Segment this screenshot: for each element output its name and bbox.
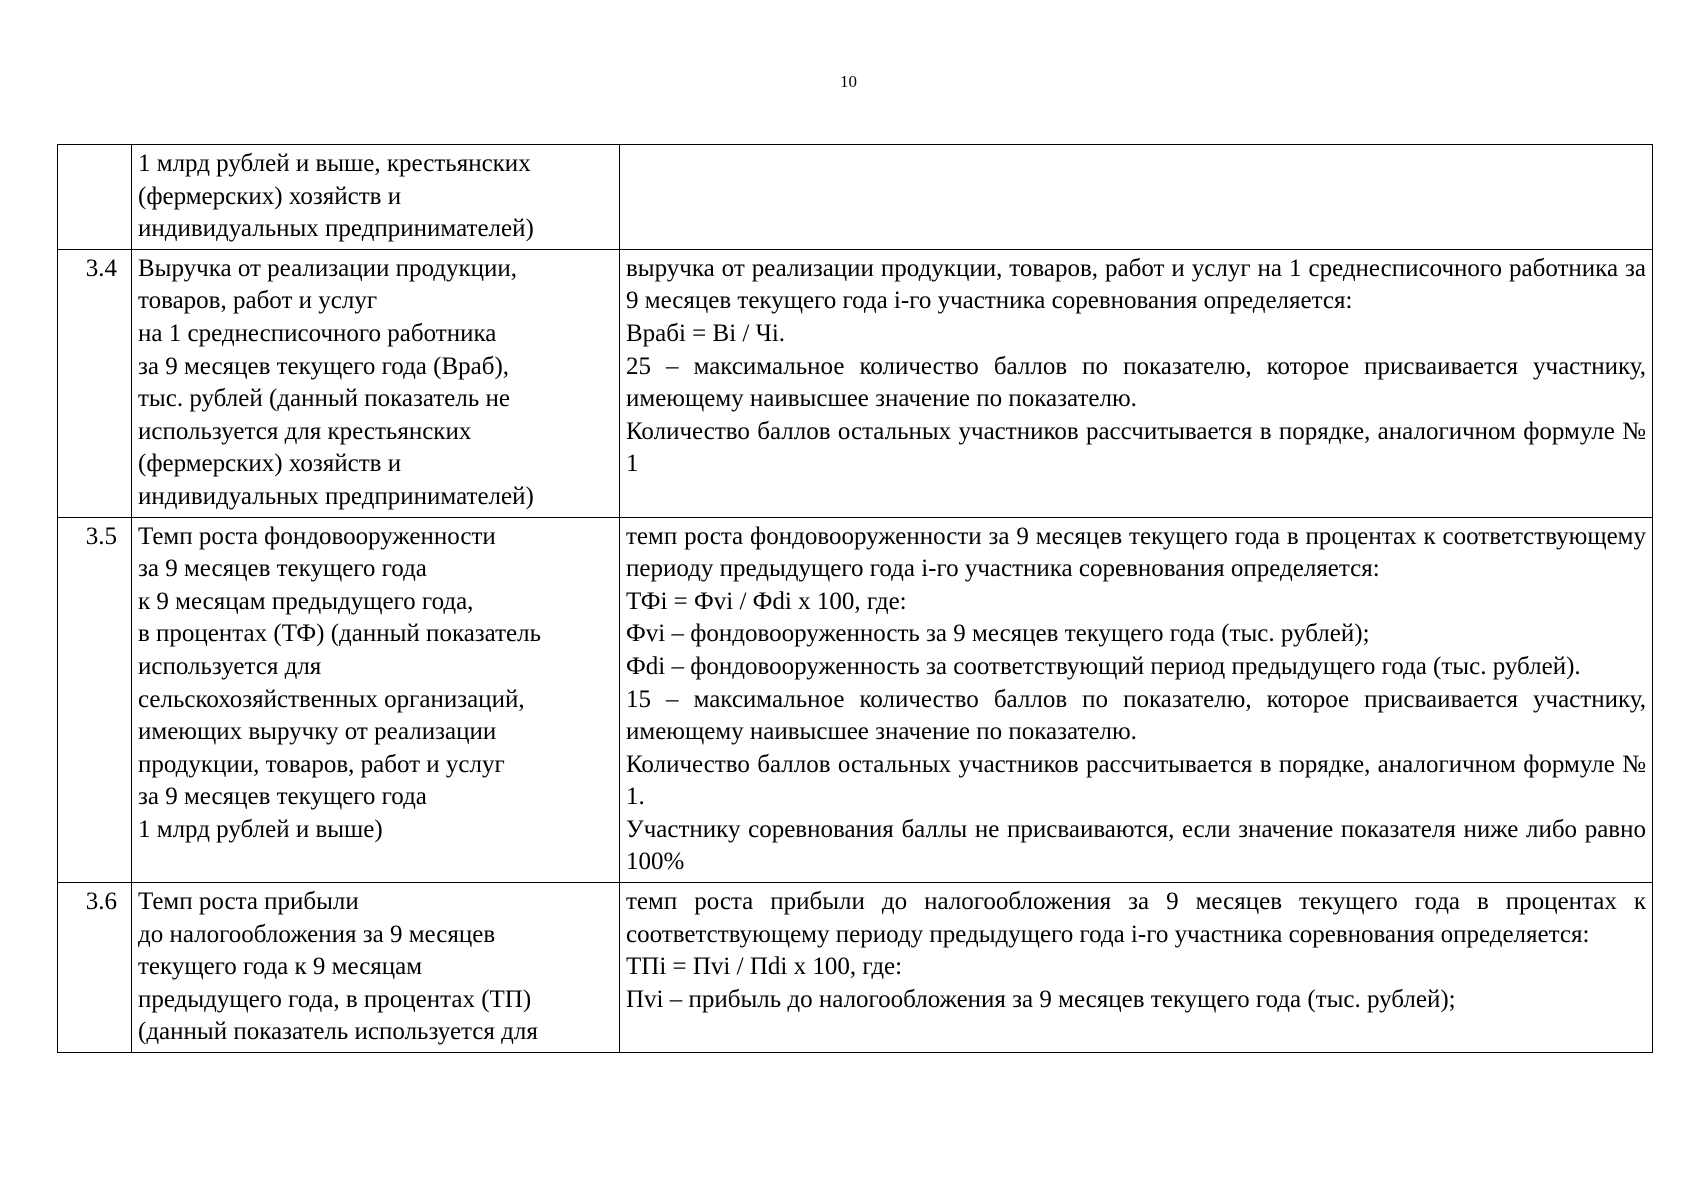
row-number-cell: 3.5 xyxy=(58,517,132,883)
description-paragraph: Участнику соревнования баллы не присваиваются, если значение показателя ниже либо равно 100% xyxy=(626,815,1646,876)
criteria-table-body xyxy=(58,145,1653,1053)
indicator-line: (фермерских) хозяйств и xyxy=(138,182,402,210)
indicator-line: за 9 месяцев текущего года xyxy=(138,555,427,583)
indicator-line: 1 млрд рублей и выше) xyxy=(138,815,383,843)
criteria-table xyxy=(57,144,1653,1053)
indicator-line: в процентах (ТФ) (данный показатель xyxy=(138,620,542,648)
indicator-line: индивидуальных предпринимателей) xyxy=(138,482,534,510)
table-row xyxy=(58,517,1653,883)
description-paragraph: ТФi = Фvi / Фdi х 100, где: xyxy=(626,587,907,615)
description-cell xyxy=(620,145,1653,250)
indicator-cell xyxy=(132,883,620,1053)
description-paragraph: Фvi – фондовооруженность за 9 месяцев текущего года (тыс. рублей); xyxy=(626,620,1370,648)
indicator-line: имеющих выручку от реализации xyxy=(138,718,497,746)
row-number-cell xyxy=(58,145,132,250)
indicator-line: сельскохозяйственных организаций, xyxy=(138,685,525,713)
indicator-line: (фермерских) хозяйств и xyxy=(138,450,402,478)
description-paragraph: выручка от реализации продукции, товаров, работ и услуг на 1 среднесписочного работника за 9 месяцев текущего года i-го участника соревнования определяется: xyxy=(626,254,1646,315)
row-number-cell: 3.4 xyxy=(58,249,132,517)
indicator-line: на 1 среднесписочного работника xyxy=(138,319,497,347)
indicator-line: используется для xyxy=(138,652,322,680)
indicator-line: продукции, товаров, работ и услуг xyxy=(138,750,505,778)
indicator-line: к 9 месяцам предыдущего года, xyxy=(138,587,474,615)
indicator-line: используется для крестьянских xyxy=(138,417,472,445)
description-cell xyxy=(620,883,1653,1053)
description-paragraph: темп роста фондовооруженности за 9 месяцев текущего года в процентах к соответствующему периоду предыдущего года i-го участника соревнования определяется: xyxy=(626,522,1646,583)
description-paragraph: Количество баллов остальных участников рассчитывается в порядке, аналогичном формуле № 1. xyxy=(626,750,1646,811)
indicator-line: предыдущего года, в процентах (ТП) xyxy=(138,985,532,1013)
indicator-line: индивидуальных предпринимателей) xyxy=(138,215,534,243)
table-row xyxy=(58,145,1653,250)
description-paragraph: ТПi = Пvi / Пdi х 100, где: xyxy=(626,953,903,981)
table-row xyxy=(58,249,1653,517)
indicator-line: Темп роста фондовооруженности xyxy=(138,522,496,550)
indicator-line: тыс. рублей (данный показатель не xyxy=(138,385,510,413)
indicator-line: Выручка от реализации продукции, xyxy=(138,254,518,282)
description-cell xyxy=(620,249,1653,517)
row-number-cell: 3.6 xyxy=(58,883,132,1053)
description-cell xyxy=(620,517,1653,883)
table-row xyxy=(58,883,1653,1053)
indicator-line: за 9 месяцев текущего года (Враб), xyxy=(138,352,510,380)
description-paragraph: 15 – максимальное количество баллов по показателю, которое присваивается участнику, имеющему наивысшее значение по показателю. xyxy=(626,685,1646,746)
page-number: 10 xyxy=(840,72,857,91)
indicator-cell xyxy=(132,249,620,517)
indicator-line: текущего года к 9 месяцам xyxy=(138,953,423,981)
description-paragraph: Пvi – прибыль до налогообложения за 9 месяцев текущего года (тыс. рублей); xyxy=(626,985,1456,1013)
description-paragraph: Врабi = Вi / Чi. xyxy=(626,319,786,347)
indicator-line: до налогообложения за 9 месяцев xyxy=(138,920,496,948)
indicator-line: за 9 месяцев текущего года xyxy=(138,783,427,811)
description-paragraph: темп роста прибыли до налогообложения за 9 месяцев текущего года в процентах к соответствующему периоду предыдущего года i-го участника соревнования определяется: xyxy=(626,888,1646,948)
indicator-cell xyxy=(132,517,620,883)
description-paragraph: Фdi – фондовооруженность за соответствующий период предыдущего года (тыс. рублей). xyxy=(626,652,1581,680)
indicator-cell xyxy=(132,145,620,250)
indicator-line: 1 млрд рублей и выше, крестьянских xyxy=(138,150,531,177)
description-paragraph: Количество баллов остальных участников рассчитывается в порядке, аналогичном формуле № 1 xyxy=(626,417,1646,478)
indicator-line: товаров, работ и услуг xyxy=(138,287,378,315)
indicator-line: (данный показатель используется для xyxy=(138,1018,538,1046)
description-paragraph: 25 – максимальное количество баллов по показателю, которое присваивается участнику, имеющему наивысшее значение по показателю. xyxy=(626,352,1646,413)
indicator-line: Темп роста прибыли xyxy=(138,888,359,916)
